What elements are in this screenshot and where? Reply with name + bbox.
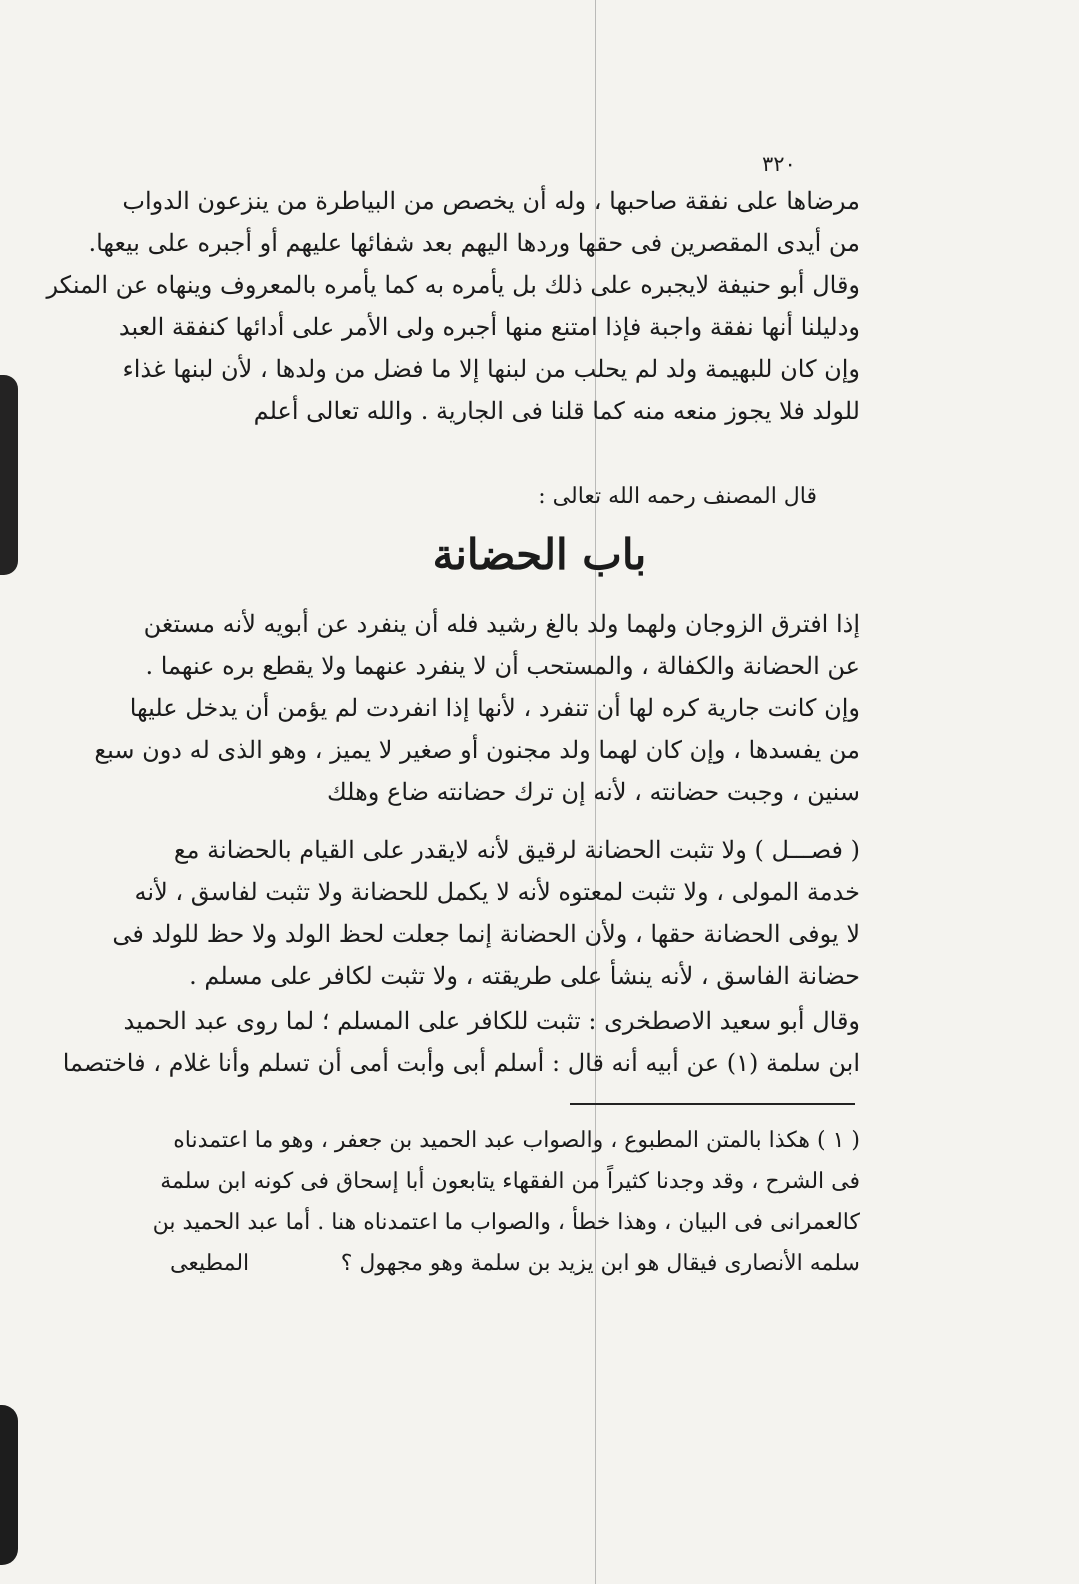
text-line: من يفسدها ، وإن كان لهما ولد مجنون أو صغير لا يميز ، وهو الذى له دون سبع: [94, 736, 860, 764]
text-line: حضانة الفاسق ، لأنه ينشأ على طريقته ، ولا تثبت لكافر على مسلم .: [189, 962, 860, 990]
text-line: ودليلنا أنها نفقة واجبة فإذا امتنع منها أجبره ولى الأمر على أدائها كنفقة العبد: [118, 313, 860, 341]
page-number: ٣٢٠: [762, 152, 796, 176]
text-line: وقال أبو سعيد الاصطخرى : تثبت للكافر على المسلم ؛ لما روى عبد الحميد: [123, 1007, 860, 1035]
text-line: عن الحضانة والكفالة ، والمستحب أن لا ينفرد عنهما ولا يقطع بره عنهما .: [145, 652, 860, 680]
text-line: ( فصـــل ) ولا تثبت الحضانة لرقيق لأنه لايقدر على القيام بالحضانة مع: [173, 836, 860, 864]
chapter-heading: باب الحضانة: [432, 530, 647, 579]
text-line: إذا افترق الزوجان ولهما ولد بالغ رشيد فله أن ينفرد عن أبويه لأنه مستغن: [143, 610, 860, 638]
text-line: ابن سلمة (١) عن أبيه أنه قال : أسلم أبى وأبت أمى أن تسلم وأنا غلام ، فاختصما: [62, 1049, 860, 1077]
footnote-line: سلمه الأنصارى فيقال هو ابن يزيد بن سلمة وهو مجهول ؟: [340, 1251, 860, 1276]
text-line: للولد فلا يجوز منعه منه كما قلنا فى الجارية . والله تعالى أعلم: [253, 397, 860, 425]
author-intro: قال المصنف رحمه الله تعالى :: [538, 484, 817, 509]
footnote-line: كالعمرانى فى البيان ، وهذا خطأ ، والصواب ما اعتمدناه هنا . أما عبد الحميد بن: [152, 1210, 860, 1235]
scan-edge-shadow: [0, 1405, 18, 1565]
footnote: [152, 1120, 860, 1284]
paragraph-section-fasl: [112, 829, 860, 997]
text-line: سنين ، وجبت حضانته ، لأنه إن ترك حضانته ضاع وهلك: [326, 778, 860, 806]
text-line: لا يوفى الحضانة حقها ، ولأن الحضانة إنما جعلت لحظ الولد ولا حظ للولد فى: [112, 920, 860, 948]
text-line: وإن كان للبهيمة ولد لم يحلب من لبنها إلا ما فضل من ولدها ، لأن لبنها غذاء: [122, 355, 860, 383]
footnote-line: ( ١ ) هكذا بالمتن المطبوع ، والصواب عبد الحميد بن جعفر ، وهو ما اعتمدناه: [173, 1128, 860, 1153]
text-line: وإن كانت جارية كره لها أن تنفرد ، لأنها إذا انفردت لم يؤمن أن يدخل عليها: [129, 694, 860, 722]
text-line: وقال أبو حنيفة لايجبره على ذلك بل يأمره به كما يأمره بالمعروف وينهاه عن المنكر: [46, 271, 860, 299]
footnote-line: فى الشرح ، وقد وجدنا كثيراً من الفقهاء يتابعون أبا إسحاق فى كونه ابن سلمة: [160, 1169, 860, 1194]
footnote-last-line: [170, 1243, 860, 1284]
paragraph-istakhri: [62, 1000, 860, 1084]
paragraph-animal-maintenance: [46, 180, 860, 432]
paragraph-custody: [94, 603, 860, 813]
text-line: من أيدى المقصرين فى حقها وردها اليهم بعد شفائها عليهم أو أجبره على بيعها.: [88, 229, 860, 257]
text-line: خدمة المولى ، ولا تثبت لمعتوه لأنه لا يكمل للحضانة ولا تثبت لفاسق ، لأنه: [134, 878, 860, 906]
text-line: مرضاها على نفقة صاحبها ، وله أن يخصص من البياطرة من ينزعون الدواب: [122, 187, 860, 215]
footnote-divider: [570, 1103, 855, 1105]
footnote-signature: المطيعى: [170, 1251, 250, 1276]
